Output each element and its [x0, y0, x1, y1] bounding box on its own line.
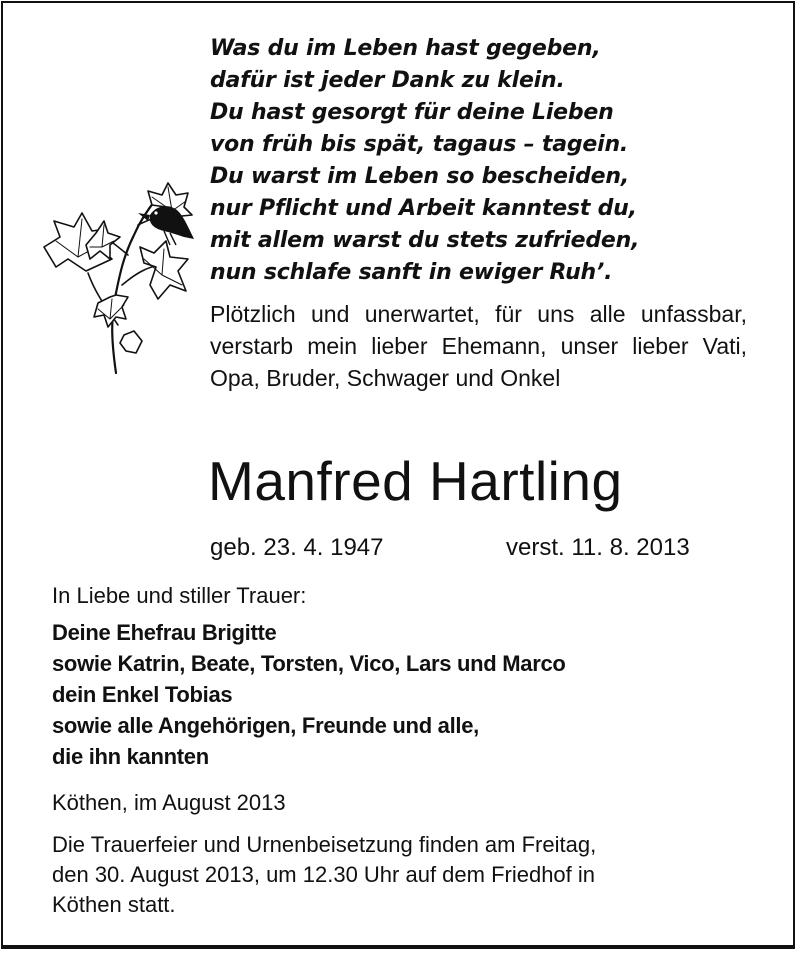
- mourner-line: sowie Katrin, Beate, Torsten, Vico, Lars und Marco: [52, 651, 566, 676]
- mourner-line: sowie alle Angehörigen, Freunde und alle,: [52, 713, 479, 738]
- poem-line: mit allem warst du stets zufrieden,: [210, 228, 640, 253]
- mourners-list: [52, 617, 772, 772]
- death-date: verst. 11. 8. 2013: [506, 534, 690, 561]
- poem-line: Du warst im Leben so bescheiden,: [210, 164, 630, 189]
- mourner-line: Deine Ehefrau Brigitte: [52, 620, 277, 645]
- poem-line: von früh bis spät, tagaus – tagein.: [210, 132, 629, 157]
- service-line: den 30. August 2013, um 12.30 Uhr auf dem Friedhof in: [52, 862, 596, 887]
- service-line: Die Trauerfeier und Urnenbeisetzung finden am Freitag,: [52, 832, 597, 857]
- poem: [210, 33, 770, 289]
- poem-line: nun schlafe sanft in ewiger Ruh’.: [210, 260, 613, 285]
- mourner-line: dein Enkel Tobias: [52, 682, 233, 707]
- poem-line: Was du im Leben hast gegeben,: [210, 36, 601, 61]
- poem-line: dafür ist jeder Dank zu klein.: [210, 68, 565, 93]
- death-announcement-text: Plötzlich und unerwartet, für uns alle unfassbar, verstarb mein lieber Ehemann, unser lieber Vati, Opa, Bruder, Schwager und Onkel: [210, 301, 747, 391]
- poem-line: Du hast gesorgt für deine Lieben: [210, 100, 614, 125]
- mourner-line: die ihn kannten: [52, 744, 209, 769]
- ivy-bird-icon: [38, 175, 198, 375]
- funeral-service-info: [52, 830, 752, 920]
- service-line: Köthen statt.: [52, 892, 176, 917]
- mourning-intro: In Liebe und stiller Trauer:: [52, 583, 307, 608]
- birth-date: geb. 23. 4. 1947: [210, 534, 384, 561]
- place-and-date: Köthen, im August 2013: [52, 790, 286, 815]
- deceased-name: Manfred Hartling: [208, 450, 623, 512]
- poem-line: nur Pflicht und Arbeit kanntest du,: [210, 196, 637, 221]
